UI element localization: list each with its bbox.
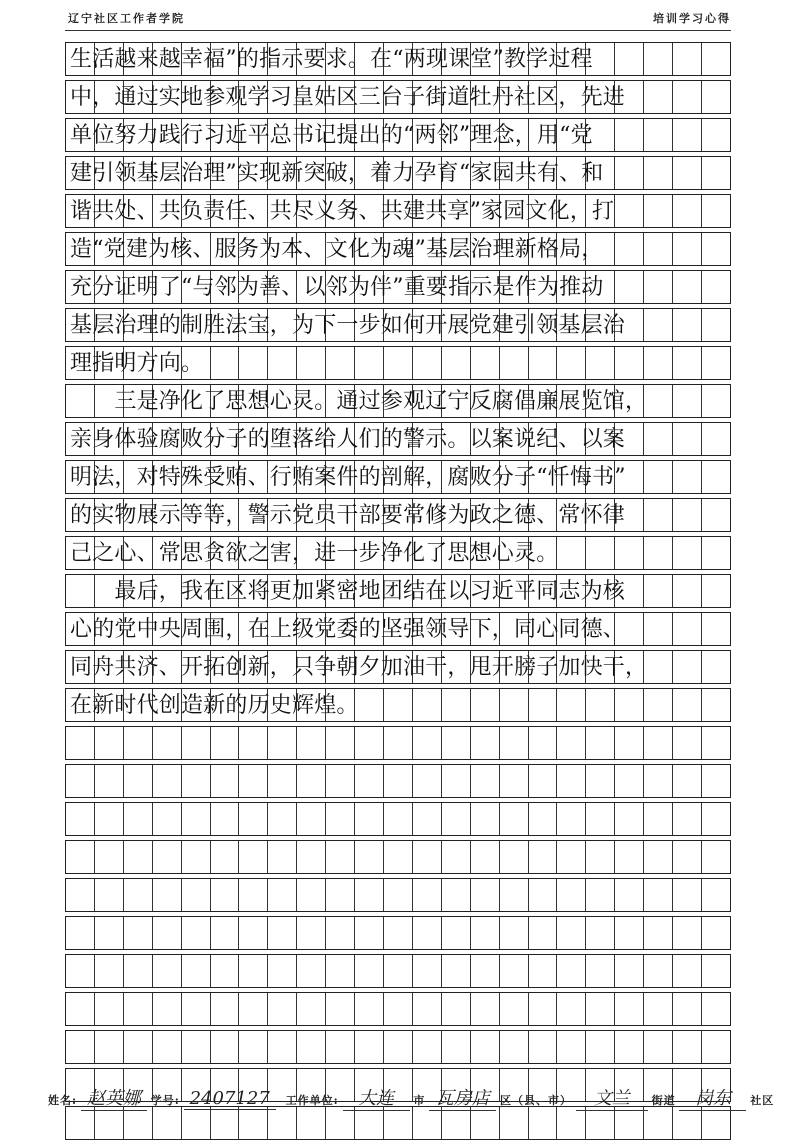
handwritten-line: 的实物展示等等，警示党员干部要常修为政之德、常怀律 [70,503,626,528]
grid-cells [66,955,730,987]
handwritten-line: 亲身体验腐败分子的堕落给人们的警示。以案说纪、以案 [70,427,626,452]
grid-row [65,156,731,190]
id-value: 2407127 [184,1088,276,1110]
community-value: 岗东 [679,1084,746,1111]
grid-cells [66,879,730,911]
grid-row [65,688,731,722]
handwritten-line: 心的党中央周围，在上级党委的坚强领导下，同心同德、 [70,617,626,642]
grid-row [65,764,731,798]
grid-row [65,992,731,1026]
district-value: 瓦房店 [429,1084,496,1111]
grid-cells [66,1107,730,1139]
grid-row [65,536,731,570]
grid-cells [66,841,730,873]
handwritten-line: 造“党建为核、服务为本、文化为魂”基层治理新格局， [70,237,604,262]
grid-row [65,232,731,266]
handwritten-line: 充分证明了“与邻为善、以邻为伴”重要指示是作为推动 [70,275,604,300]
grid-row [65,460,731,494]
grid-row [65,878,731,912]
grid-cells [66,803,730,835]
grid-row [65,498,731,532]
header-institution: 辽宁社区工作者学院 [68,12,185,25]
handwritten-line: 理指明方向。 [70,351,204,376]
handwritten-line: 建引领基层治理”实现新突破，着力孕育“家园共有、和 [70,161,604,186]
grid-row [65,650,731,684]
street-label: 街道 [651,1094,676,1107]
city-value: 大连 [343,1084,410,1111]
handwritten-line: 谐共处、共负责任、共尽义务、共建共享”家园文化，打 [70,199,615,224]
id-label: 学号: [150,1094,180,1107]
writing-grid [65,42,731,1144]
header-divider [65,30,731,31]
community-label: 社区 [750,1094,775,1107]
footer-info [48,1084,775,1109]
grid-row [65,42,731,76]
handwritten-line: 己之心、常思贪欲之害，进一步净化了思想心灵。 [70,541,559,566]
grid-cells [66,917,730,949]
grid-row [65,1106,731,1140]
name-label: 姓名: [48,1094,78,1107]
grid-cells [66,727,730,759]
handwritten-line: 生活越来越幸福”的指示要求。在“两现课堂”教学过程 [70,47,593,72]
street-value: 文兰 [576,1084,648,1111]
grid-cells [66,993,730,1025]
grid-row [65,308,731,342]
grid-row [65,118,731,152]
handwritten-line: 三是净化了思想心灵。通过参观辽宁反腐倡廉展览馆， [70,389,648,414]
grid-row [65,726,731,760]
handwritten-line: 明法，对特殊受贿、行贿案件的剖解，腐败分子“忏悔书” [70,465,626,490]
grid-row [65,80,731,114]
grid-row [65,574,731,608]
handwritten-line: 中，通过实地参观学习皇姑区三台子街道牡丹社区，先进 [70,85,626,110]
city-label: 市 [413,1094,426,1107]
district-label: 区（县、市） [499,1094,572,1107]
handwritten-line: 最后，我在区将更加紧密地团结在以习近平同志为核 [70,579,626,604]
grid-row [65,422,731,456]
grid-row [65,384,731,418]
grid-row [65,1030,731,1064]
grid-row [65,346,731,380]
grid-row [65,270,731,304]
grid-cells [66,1031,730,1063]
handwritten-line: 同舟共济、开拓创新，只争朝夕加油干，甩开膀子加快干， [70,655,648,680]
handwritten-line: 基层治理的制胜法宝，为下一步如何开展党建引领基层治 [70,313,626,338]
grid-row [65,916,731,950]
grid-row [65,954,731,988]
grid-row [65,840,731,874]
handwritten-line: 在新时代创造新的历史辉煌。 [70,693,359,718]
grid-cells [66,765,730,797]
unit-label: 工作单位: [285,1094,339,1107]
handwritten-line: 单位努力践行习近平总书记提出的“两邻”理念，用“党 [70,123,593,148]
name-value: 赵英娜 [81,1084,147,1111]
grid-row [65,612,731,646]
grid-row [65,194,731,228]
header-doc-type: 培训学习心得 [653,12,731,25]
grid-row [65,802,731,836]
